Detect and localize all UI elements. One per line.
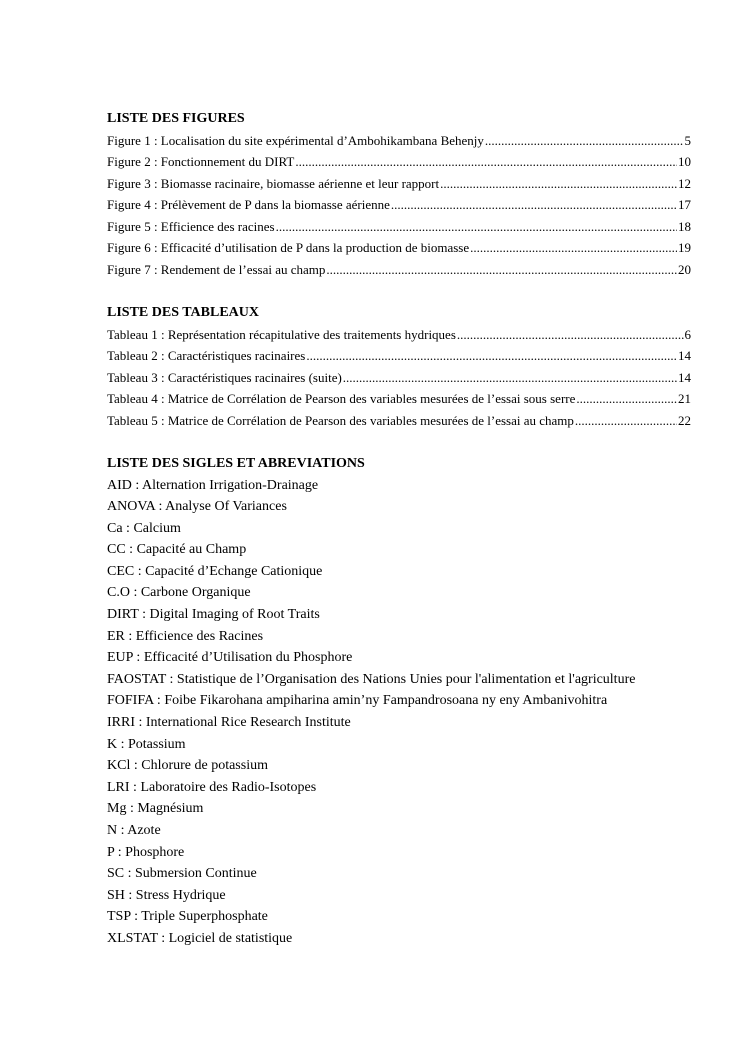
abbreviation-item: N : Azote bbox=[107, 823, 161, 838]
tableau-entry-page: 14 bbox=[678, 348, 691, 363]
abbreviation-item: IRRI : International Rice Research Institute bbox=[107, 715, 351, 731]
abbreviation-item: ANOVA : Analyse Of Variances bbox=[107, 499, 287, 515]
tableau-entry-page: 14 bbox=[678, 369, 691, 385]
sigles-heading: LISTE DES SIGLES ET ABREVIATIONS bbox=[107, 456, 365, 471]
dot-leader bbox=[576, 388, 677, 410]
tableau-entry-page: 6 bbox=[684, 326, 691, 342]
tableaux-section bbox=[107, 302, 691, 431]
abbreviation-item: SC : Submersion Continue bbox=[107, 866, 257, 882]
figure-entry[interactable] bbox=[107, 259, 691, 281]
dot-leader bbox=[306, 345, 677, 367]
dot-leader bbox=[391, 194, 677, 216]
dot-leader bbox=[440, 173, 677, 195]
figure-entry[interactable] bbox=[107, 237, 691, 259]
section-spacer bbox=[107, 431, 691, 453]
abbreviation-item: EUP : Efficacité d’Utilisation du Phosphore bbox=[107, 650, 353, 666]
tableau-entry-title: Tableau 4 : Matrice de Corrélation de Pearson des variables mesurées de l’essai sous serre bbox=[107, 391, 576, 406]
figures-heading: LISTE DES FIGURES bbox=[107, 111, 245, 126]
dot-leader bbox=[295, 151, 677, 173]
abbreviation-item: FOFIFA : Foibe Fikarohana ampiharina amin’ny Fampandrosoana ny eny Ambanivohitra bbox=[107, 693, 608, 709]
tableau-entry-title: Tableau 1 : Représentation récapitulative des traitements hydriques bbox=[107, 326, 456, 342]
figure-entry-title: Figure 5 : Efficience des racines bbox=[107, 218, 275, 234]
figure-entry[interactable] bbox=[107, 173, 691, 195]
figure-entry-title: Figure 7 : Rendement de l’essai au champ bbox=[107, 261, 326, 277]
abbreviation-item: XLSTAT : Logiciel de statistique bbox=[107, 930, 293, 946]
tableau-entry[interactable] bbox=[107, 367, 691, 389]
dot-leader bbox=[485, 130, 684, 152]
figure-entry-title: Figure 1 : Localisation du site expérimental d’Ambohikambana Behenjy bbox=[107, 132, 484, 148]
document-page bbox=[107, 108, 691, 950]
abbreviation-item: DIRT : Digital Imaging of Root Traits bbox=[107, 607, 320, 623]
abbreviation-item: CEC : Capacité d’Echange Cationique bbox=[107, 563, 323, 579]
figure-entry[interactable] bbox=[107, 194, 691, 216]
figure-entry[interactable] bbox=[107, 151, 691, 173]
abbreviation-item: KCl : Chlorure de potassium bbox=[107, 758, 268, 774]
dot-leader bbox=[326, 259, 677, 281]
figure-entry[interactable] bbox=[107, 216, 691, 238]
figure-entry[interactable] bbox=[107, 130, 691, 152]
tableaux-heading: LISTE DES TABLEAUX bbox=[107, 305, 259, 320]
figure-entry-page: 20 bbox=[678, 261, 691, 277]
abbreviation-item: LRI : Laboratoire des Radio-Isotopes bbox=[107, 779, 317, 795]
abbreviation-item: Mg : Magnésium bbox=[107, 801, 204, 817]
figure-entry-title: Figure 2 : Fonctionnement du DIRT bbox=[107, 154, 295, 169]
abbreviation-item: C.O : Carbone Organique bbox=[107, 585, 251, 601]
dot-leader bbox=[457, 324, 684, 346]
abbreviation-item: SH : Stress Hydrique bbox=[107, 887, 226, 903]
tableau-entry-title: Tableau 3 : Caractéristiques racinaires (suite) bbox=[107, 369, 342, 385]
dot-leader bbox=[343, 367, 677, 389]
figure-entry-page: 12 bbox=[678, 175, 691, 191]
figure-entry-page: 19 bbox=[678, 240, 691, 255]
figure-entry-page: 5 bbox=[684, 132, 691, 148]
abbreviation-item: P : Phosphore bbox=[107, 844, 185, 860]
tableau-entry[interactable] bbox=[107, 388, 691, 410]
dot-leader bbox=[470, 237, 677, 259]
figure-entry-title: Figure 6 : Efficacité d’utilisation de P dans la production de biomasse bbox=[107, 240, 470, 255]
tableau-entry-page: 22 bbox=[678, 412, 691, 428]
tableau-entry-title: Tableau 5 : Matrice de Corrélation de Pearson des variables mesurées de l’essai au champ bbox=[107, 412, 574, 428]
tableau-entry-page: 21 bbox=[678, 391, 691, 406]
figures-section bbox=[107, 108, 691, 280]
dot-leader bbox=[276, 216, 677, 238]
figure-entry-title: Figure 4 : Prélèvement de P dans la biomasse aérienne bbox=[107, 197, 390, 212]
abbreviation-item: AID : Alternation Irrigation-Drainage bbox=[107, 477, 319, 493]
abbreviation-item: Ca : Calcium bbox=[107, 520, 181, 536]
abbreviation-item: TSP : Triple Superphosphate bbox=[107, 909, 268, 925]
tableau-entry[interactable] bbox=[107, 324, 691, 346]
figure-entry-page: 10 bbox=[678, 154, 691, 169]
abbreviation-item: K : Potassium bbox=[107, 736, 186, 752]
abbreviation-item: CC : Capacité au Champ bbox=[107, 542, 247, 558]
figure-entry-page: 17 bbox=[678, 197, 691, 212]
dot-leader bbox=[575, 410, 677, 432]
abbreviation-item: FAOSTAT : Statistique de l’Organisation des Nations Unies pour l'alimentation et l'agriculture bbox=[107, 671, 636, 687]
sigles-section bbox=[107, 453, 691, 950]
figure-entry-page: 18 bbox=[678, 218, 691, 234]
tableau-entry[interactable] bbox=[107, 410, 691, 432]
abbreviation-item: ER : Efficience des Racines bbox=[107, 628, 264, 644]
figure-entry-title: Figure 3 : Biomasse racinaire, biomasse aérienne et leur rapport bbox=[107, 175, 440, 191]
section-spacer bbox=[107, 280, 691, 302]
tableau-entry[interactable] bbox=[107, 345, 691, 367]
tableau-entry-title: Tableau 2 : Caractéristiques racinaires bbox=[107, 348, 306, 363]
